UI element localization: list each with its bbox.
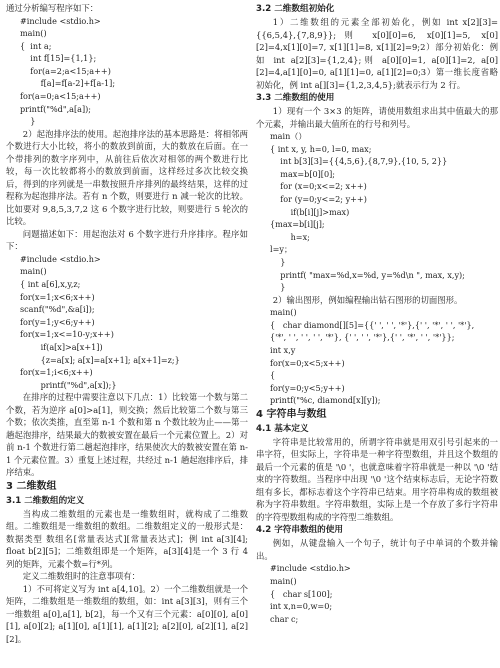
code-line: max=b[0][0]; — [270, 168, 335, 179]
code-line: if(b[i][j]>max) — [270, 206, 350, 217]
code-line: { int a; — [20, 40, 52, 51]
code-line: for(x=0;x<5;x++) — [270, 357, 345, 368]
code-line: { int x, y, h=0, l=0, max; — [270, 143, 372, 154]
section-heading: 4 字符串与数组 — [256, 408, 327, 420]
code-block — [256, 562, 498, 625]
code-line: scanf("%d",&a[i]); — [20, 304, 95, 315]
paragraph: 例如，从键盘输入一个句子，统计句子中单词的个数并输出。 — [256, 538, 498, 561]
paragraph: 1）二维数组的元素全部初始化，例如 int x[2][3]={{6,5,4},{7,8,9}};则 x[0][0]=6, x[0][1]=5, x[0][2]=4,x[1][0]=7, x[1][1]=8, x[1][2]=9;2）部分初始化：例如 int a[2][3]={1,2,4};则 a[0][0]=1, a[0][1]=2, a[0][2]=4,a[1][0]=0, a[1][1]=0, a[1][2]=0;3）第一维长度省略初始化，例 int a[][3]={1,2,3,4,5};就表示行为 2 行。 — [256, 17, 498, 90]
code-line: } — [270, 256, 286, 267]
code-line: if(a[x]>a[x+1]) — [20, 342, 103, 352]
code-line: printf("%d",a[a]); — [20, 103, 91, 114]
paragraph: 通过分析编写程序如下： — [6, 3, 99, 13]
code-line: for(a=0;a<15;a++) — [20, 91, 101, 102]
paragraph: 字符串是比较常用的，所谓字符串就是用双引号引起来的一串字符，但实际上，字符串是一种字符型数组，并且这个数组的最后一个元素的值是 '\0 '，也就意味着字符串就是一种以 '\0 '结束的字符数组。当程序中出现 '\0 '这个结束标志后，无论字符数组有多长，都标志着这个字符串已结束。用字符串构成的数组被称为字符串数组。字符串数组，实际上是一个存放了多行字符串的字符型数组构成的字符型二维数组。 — [256, 436, 498, 522]
code-line: } — [20, 116, 36, 127]
code-line: {max=b[i][j]; — [270, 219, 325, 230]
code-line: for(x=1;i<6;x++) — [20, 367, 93, 378]
code-line: int b[3][3]={{4,5,6},{8,7,9},{10, 5, 2}} — [270, 156, 448, 167]
code-line: for(x=1;x<6;x++) — [20, 291, 95, 302]
code-block — [6, 253, 248, 392]
code-line: main() — [270, 307, 297, 318]
subsection-heading: 4.1 基本定义 — [256, 423, 309, 434]
code-line: f[a]=f[a-2]+f[a-1]; — [20, 78, 116, 89]
code-line: h=x; — [270, 231, 310, 242]
left-column — [6, 2, 248, 645]
code-line: for (y=0;y<=2; y++) — [270, 193, 367, 204]
code-line: int x,y — [270, 345, 296, 355]
code-line: char c; — [270, 613, 299, 624]
subsection-heading: 4.2 字符串数组的使用 — [256, 525, 343, 536]
code-line: int f[15]={1,1}; — [20, 53, 97, 64]
paragraph: 当构成二维数组的元素也是一维数组时，就构成了二维数组。二维数组是一维数组的数组。二维数组定义的一般形式是：数据类型 数组名[常量表达式][常量表达式]；例 int a[3][4]; float b[2][5]；二维数组即是一个矩阵，a[3][4]是一个 3 行 4 列的矩阵，元素个数=行*列。 — [6, 508, 248, 569]
paragraph: 2）输出图形，例如编程输出钻石图形的切面图形。 — [272, 294, 463, 305]
paragraph: 在排序的过程中需要注意以下几点：1）比较第一个数与第二个数，若为逆序 a[0]>a[1]，则交换；然后比较第二个数与第三个数；依次类推，直至第 n-1 个数和第 n 个数比较为止——第一趟起泡排序，结果最大的数被安置在最后一个元素位置上。2）对前 n-1 个数进行第二趟起泡排序，结果使次大的数被安置在第 n-1 个元素位置。3）重复上述过程，共经过 n-1 趟起泡排序后，排序结束。 — [6, 392, 248, 478]
paragraph: 定义二维数组时的注意事项有： — [22, 571, 141, 582]
subsection-heading: 3.1 二维数组的定义 — [6, 495, 85, 506]
code-line: for(x=1;x<=10-y;x++) — [20, 329, 114, 340]
code-line: int x,n=0,w=0; — [270, 601, 333, 612]
code-line: main() — [20, 28, 47, 39]
code-line: printf("%d",a[x]);} — [20, 379, 117, 390]
code-line: { char s[100]; — [270, 588, 333, 599]
code-line: for(y=0;y<5;y++) — [270, 382, 345, 393]
code-line: for (x=0;x<=2; x++) — [270, 181, 367, 192]
code-block — [256, 306, 498, 407]
code-line: printf( "max=%d,x=%d, y=%d\n ", max, x,y); — [270, 269, 465, 280]
code-line: { int a[6],x,y,z; — [20, 279, 81, 290]
paragraph: 1）现有一个 3×3 的矩阵，请使用数组求出其中值最大的那个元素，并输出最大值所在的行号和列号。 — [256, 106, 498, 129]
code-block — [256, 130, 498, 294]
code-line: #include <stdio.h> — [20, 253, 101, 264]
section-heading: 3 二维数组 — [6, 480, 57, 492]
code-line: for(y=1;y<6;y++) — [20, 316, 95, 327]
code-line: l=y； — [270, 244, 293, 255]
code-line: } — [270, 282, 286, 293]
code-line: { — [270, 370, 276, 381]
subsection-heading: 3.3 二维数组的使用 — [256, 93, 335, 103]
code-line: main（） — [270, 131, 307, 141]
code-line: { char diamond[][5]={{' ', ' ', '*'},{' ', '*', ' ', '*'}, — [270, 319, 475, 330]
code-line: printf("%c, diamond[x][y]); — [270, 395, 381, 406]
paragraph: 2）起泡排序法的使用。起泡排序法的基本思路是：将相邻两个数进行大小比较，将小的数放到前面，大的数放在后面。在一个带排列的数字序列中，从前往后依次对相邻的两个数进行比较，每一次比较都将小的数放到前面，这样经过多次比较交换后，得到的序列就是一串数按照升序排列的最终结果，这样的过程称为起泡排序法。若有 n 个数，则要进行 n 减一轮次的比较。比如要对 9,8,5,3,7,2 这 6 个数字进行比较，则要进行 5 轮次的比较。 — [6, 128, 248, 227]
code-block — [6, 15, 248, 128]
subsection-heading: 3.2 二维数组初始化 — [256, 4, 335, 14]
paragraph: 问题描述如下：用起泡法对 6 个数字进行升序排序。程序如下： — [6, 228, 248, 252]
code-line: main() — [270, 576, 297, 587]
code-line: for(a=2;a<15;a++) — [20, 65, 111, 76]
code-line: {z=a[x]; a[x]=a[x+1]; a[x+1]=z;} — [20, 354, 180, 365]
right-column — [256, 2, 498, 625]
code-line: #include <stdio.h> — [20, 15, 101, 26]
code-line: main() — [20, 266, 47, 277]
code-line: #include <stdio.h> — [270, 563, 351, 574]
paragraph: 1）不可将定义写为 int a[4,10]。2）一个二维数组就是一个矩阵，二维数组是一维数组的数组，如：int a[3][3]，则有三个一维数组 a[0],a[1], b[2]，每一个又有三个元素：a[0][0], a[0][1], a[0][2]; a[1][0], a[1][1], a[1][2]; a[2][0], a[2][1], a[2][2]。 — [6, 583, 248, 644]
code-line: {'*', ' ', ' ', ' ', '*'}, {' ', ' ', '*'},{' ', '*', ' ', '*'}}; — [270, 332, 455, 343]
